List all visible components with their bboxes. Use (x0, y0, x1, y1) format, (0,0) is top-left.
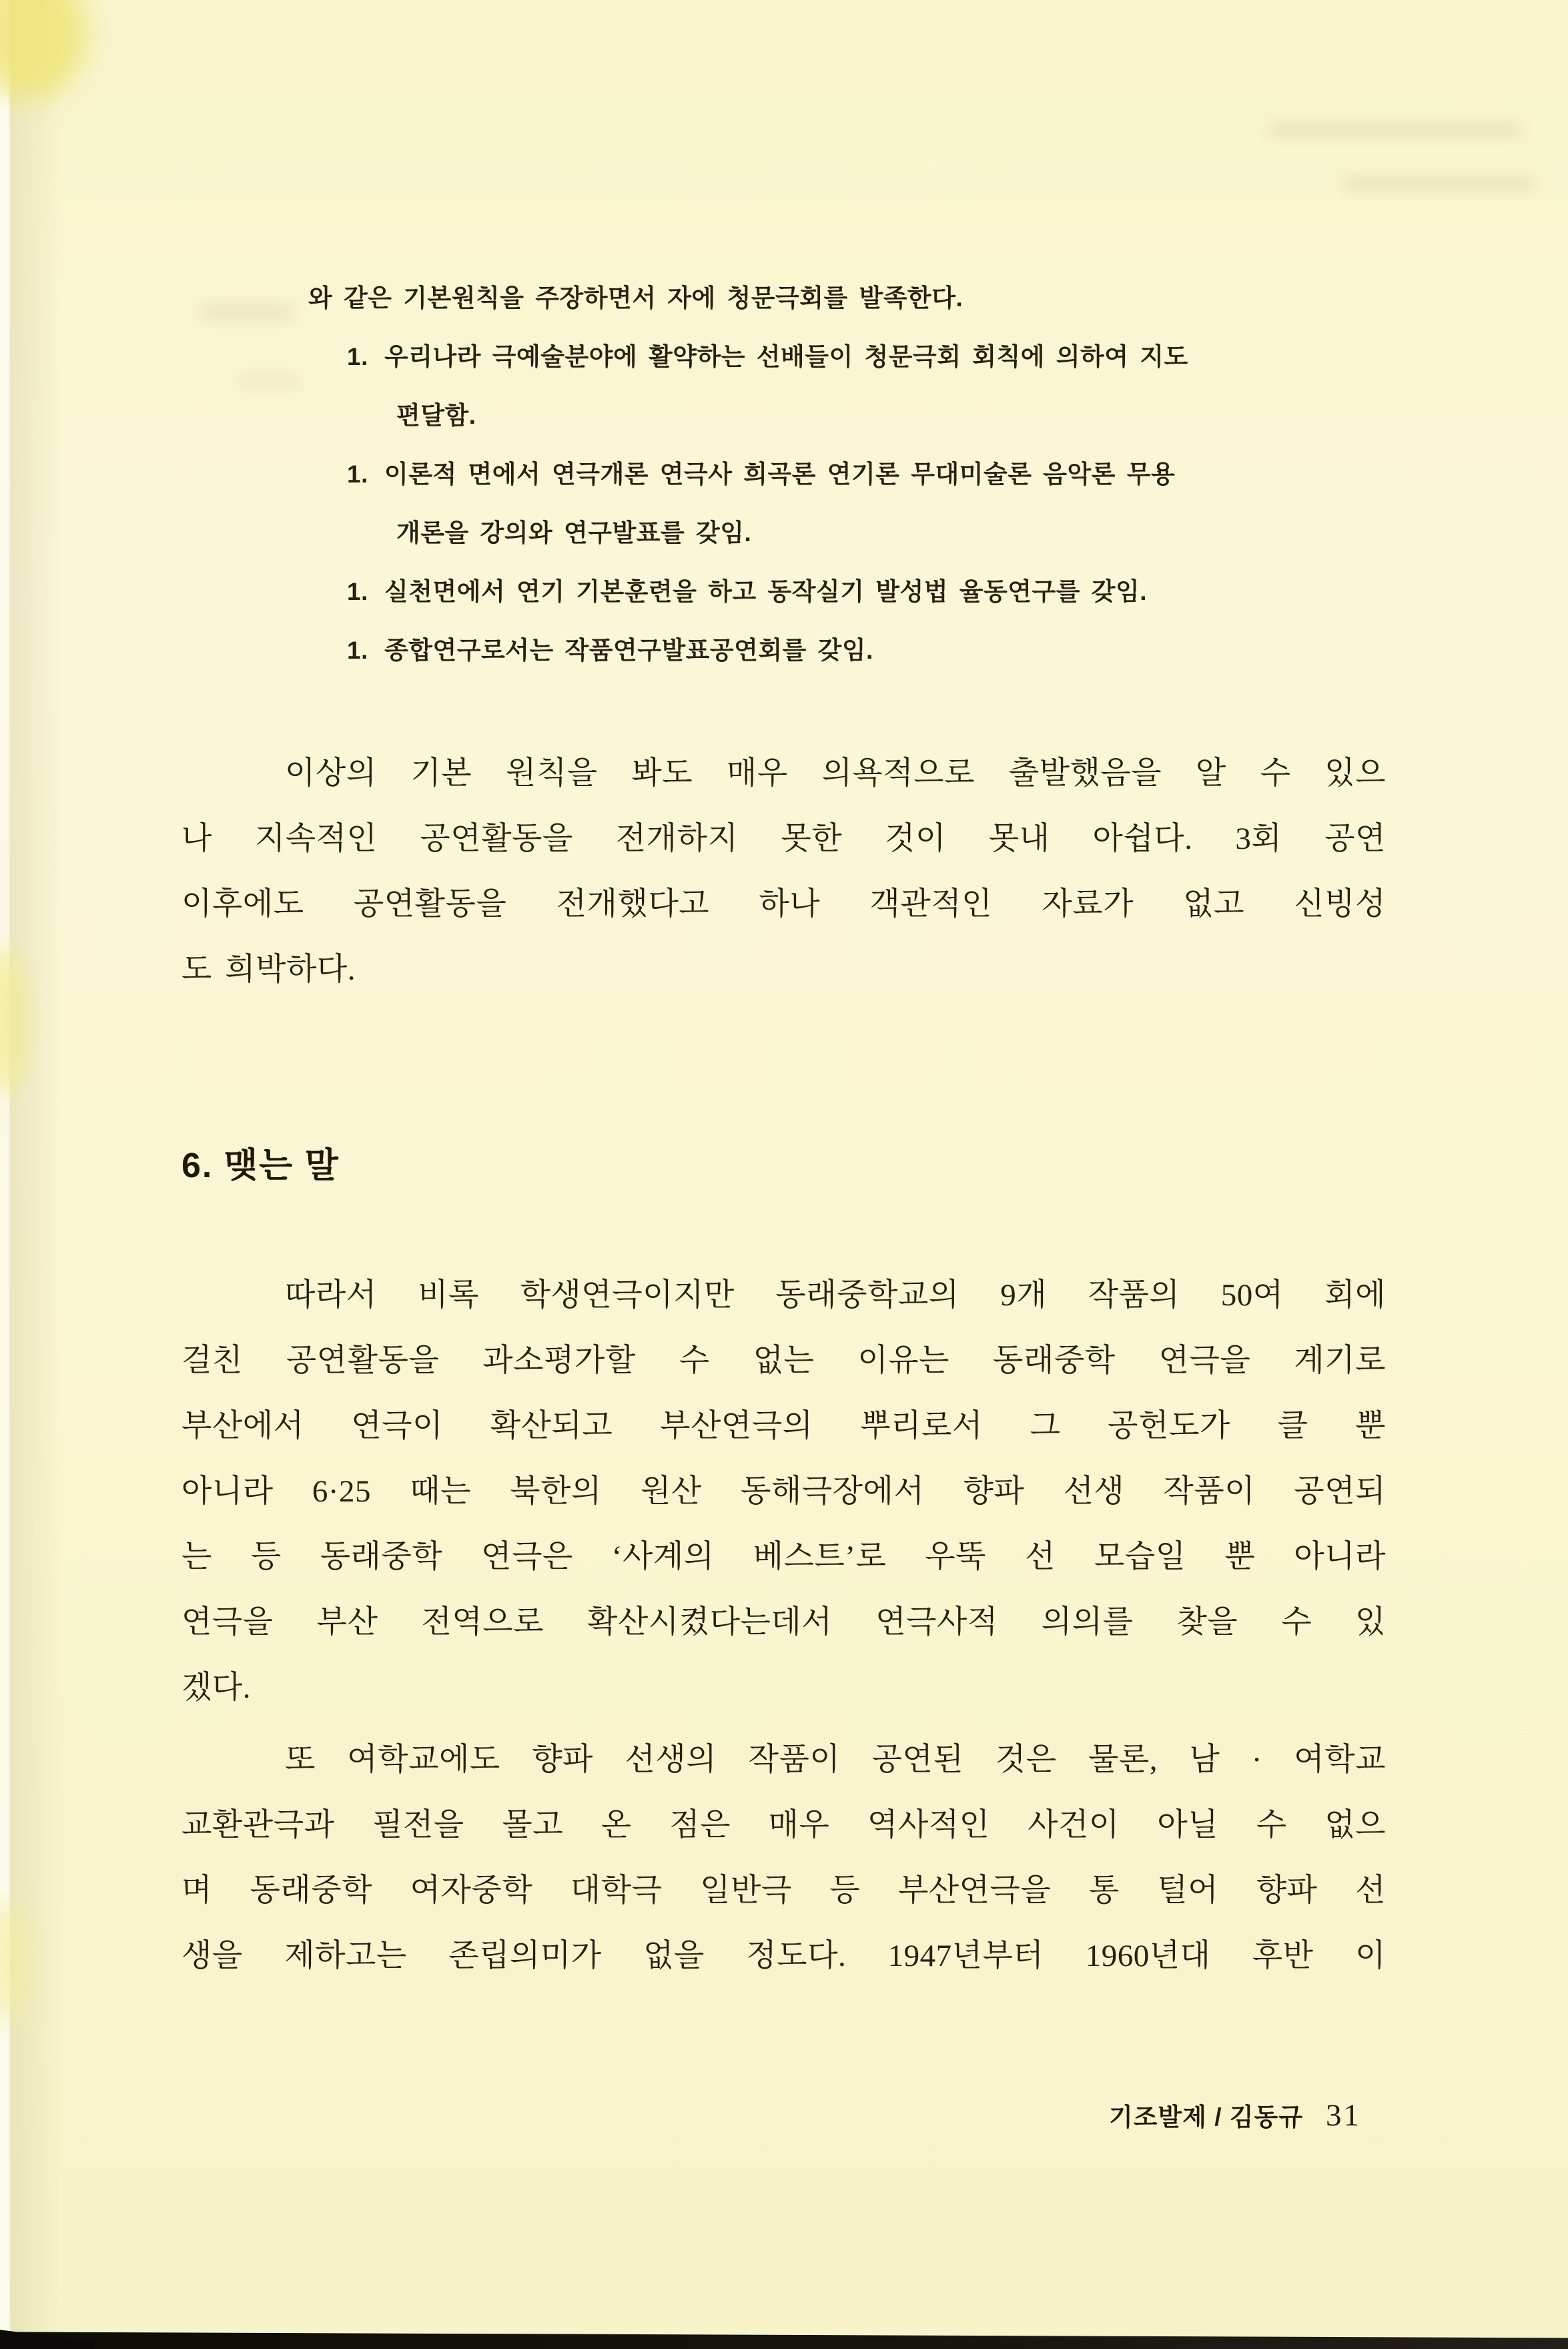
list-item-marker: 1. (347, 460, 368, 488)
paragraph-line: 교환관극과 필전을 몰고 온 점은 매우 역사적인 사건이 아닐 수 없으 (181, 1808, 1386, 1842)
paragraph-line: 또 여학교에도 향파 선생의 작품이 공연된 것은 물론, 남 · 여학교 (285, 1742, 1386, 1777)
paragraph-line: 겠다. (181, 1670, 252, 1705)
ink-bleedthrough-artifact (237, 374, 300, 388)
list-item (347, 575, 1147, 609)
ink-bleedthrough-artifact (1341, 177, 1535, 190)
paragraph-2 (181, 1263, 1386, 1720)
list-item-text: 종합연구로서는 작품연구발표공연회를 갖임. (384, 637, 873, 664)
ink-bleedthrough-artifact (200, 304, 294, 321)
list-item-marker: 1. (347, 637, 368, 664)
scan-bottom-edge (0, 2328, 1568, 2349)
footer-running-title: 기조발제 / 김동규 (1108, 2103, 1303, 2131)
section-heading: 6. 맺는 말 (181, 1146, 340, 1185)
list-item-text: 이론적 면에서 연극개론 연극사 희곡론 연기론 무대미술론 음악론 무용 (384, 460, 1176, 488)
list-item-continuation: 편달함. (396, 402, 476, 429)
page-number: 31 (1326, 2098, 1361, 2133)
quote-intro-line: 와 같은 기본원칙을 주장하면서 자에 청문극회를 발족한다. (308, 284, 963, 312)
paragraph-line: 연극을 부산 전역으로 확산시켰다는데서 연극사적 의의를 찾을 수 있 (181, 1605, 1386, 1640)
scan-stain-artifact (0, 0, 87, 100)
paragraph-1 (181, 741, 1386, 1002)
paragraph-line: 이상의 기본 원칙을 봐도 매우 의욕적으로 출발했음을 알 수 있으 (285, 756, 1386, 791)
list-item-continuation: 개론을 강의와 연구발표를 갖임. (396, 519, 752, 547)
paragraph-3 (181, 1727, 1386, 1989)
paragraph-line: 생을 제하고는 존립의미가 없을 정도다. 1947년부터 1960년대 후반 이 (181, 1939, 1386, 1973)
list-item-marker: 1. (347, 578, 368, 605)
paragraph-line: 며 동래중학 여자중학 대학극 일반극 등 부산연극을 통 털어 향파 선 (181, 1873, 1386, 1908)
list-item-text: 실천면에서 연기 기본훈련을 하고 동작실기 발성법 율동연구를 갖임. (384, 578, 1148, 605)
paragraph-line: 도 희박하다. (181, 952, 356, 987)
ink-bleedthrough-artifact (1268, 123, 1521, 137)
paragraph-line: 나 지속적인 공연활동을 전개하지 못한 것이 못내 아쉽다. 3회 공연 (181, 821, 1386, 856)
paragraph-line: 는 등 동래중학 연극은 ‘사계의 베스트’로 우뚝 선 모습일 뿐 아니라 (181, 1540, 1386, 1574)
list-item (347, 458, 1175, 491)
page-footer (1109, 2097, 1361, 2133)
paragraph-line: 이후에도 공연활동을 전개했다고 하나 객관적인 자료가 없고 신빙성 (181, 887, 1386, 922)
paragraph-line: 부산에서 연극이 확산되고 부산연극의 뿌리로서 그 공헌도가 클 뿐 (181, 1409, 1386, 1443)
list-item-text: 우리나라 극예술분야에 활약하는 선배들이 청문극회 회칙에 의하여 지도 (384, 343, 1188, 370)
list-item (347, 340, 1188, 374)
paragraph-line: 걸친 공연활동을 과소평가할 수 없는 이유는 동래중학 연극을 계기로 (181, 1343, 1386, 1378)
list-item-marker: 1. (347, 343, 368, 370)
paragraph-line: 따라서 비록 학생연극이지만 동래중학교의 9개 작품의 50여 회에 (285, 1278, 1386, 1313)
list-item (347, 634, 873, 667)
paragraph-line: 아니라 6·25 때는 북한의 원산 동해극장에서 향파 선생 작품이 공연되 (181, 1474, 1386, 1509)
